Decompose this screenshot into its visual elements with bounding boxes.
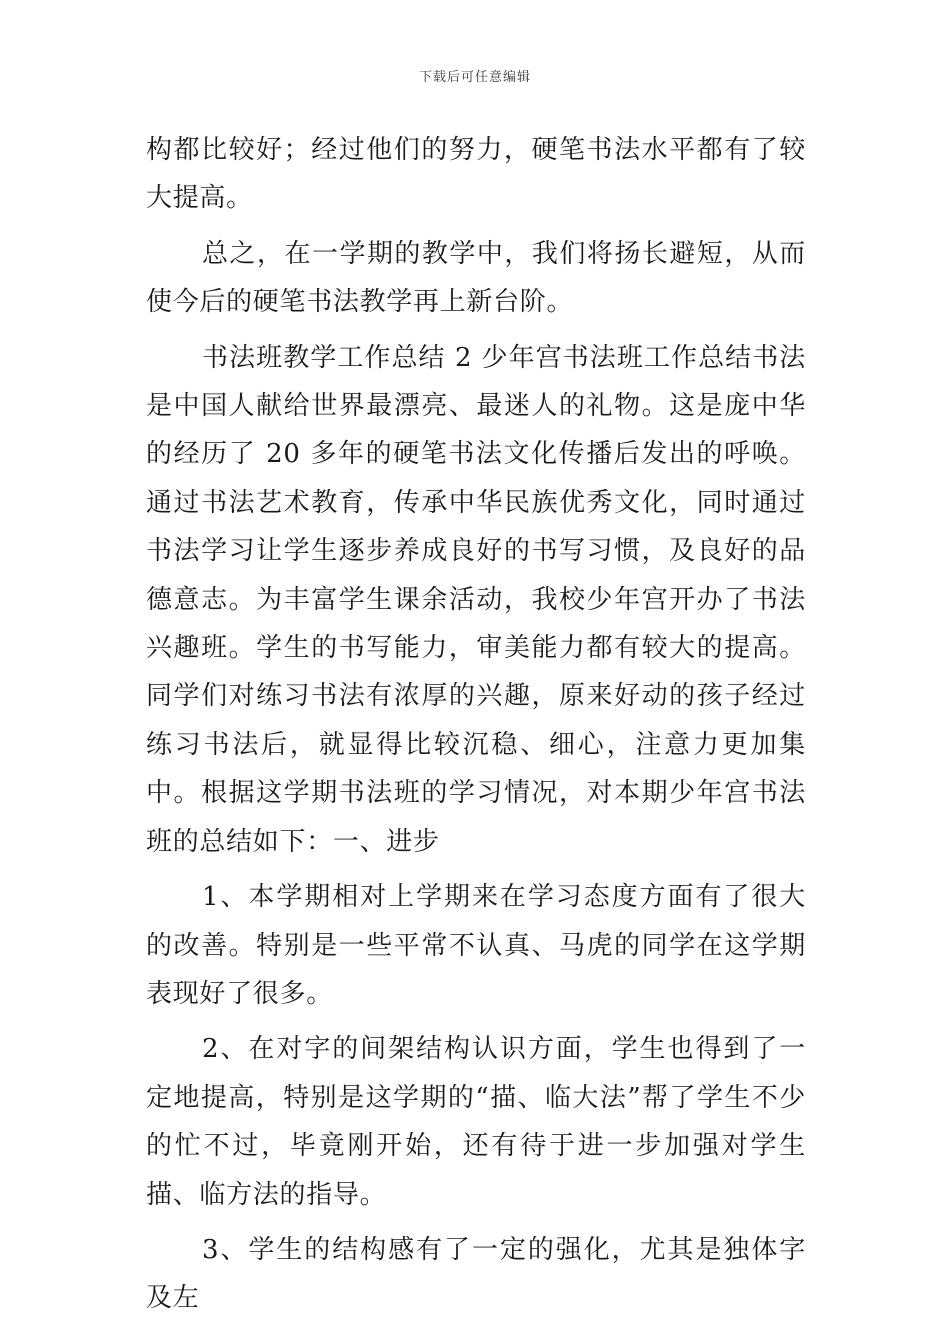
paragraph-continuation: 构都比较好；经过他们的努力，硬笔书法水平都有了较大提高。: [146, 135, 806, 214]
paragraph-point-1: 1、本学期相对上学期来在学习态度方面有了很大的改善。特别是一些平常不认真、马虎的同学在这学期表现好了很多。: [146, 882, 806, 1009]
paragraph-point-2: 2、在对字的间架结构认识方面，学生也得到了一定地提高，特别是这学期的“描、临大法”帮了学生不少的忙不过，毕竟刚开始，还有待于进一步加强对学生描、临方法的指导。: [146, 1034, 806, 1210]
page-header: 下载后可任意编辑: [418, 70, 531, 85]
document-body: [146, 126, 806, 1330]
paragraph-point-3: 3、学生的结构感有了一定的强化，尤其是独体字及左: [146, 1234, 806, 1314]
paragraph-summary: 总之，在一学期的教学中，我们将扬长避短，从而使今后的硬笔书法教学再上新台阶。: [146, 238, 806, 318]
paragraph-section-2-intro: 书法班教学工作总结 2 少年宫书法班工作总结书法是中国人献给世界最漂亮、最迷人的礼物。这是庞中华的经历了 20 多年的硬笔书法文化传播后发出的呼唤。通过书法艺术教育，传承中华民族优秀文化，同时通过书法学习让学生逐步养成良好的书写习惯，及良好的品德意志。为丰富学生课余活动，我校少年宫开办了书法兴趣班。学生的书写能力，审美能力都有较大的提高。同学们对练习书法有浓厚的兴趣，原来好动的孩子经过练习书法后，就显得比较沉稳、细心，注意力更加集中。根据这学期书法班的学习情况，对本期少年宫书法班的总结如下：一、进步: [146, 342, 806, 857]
